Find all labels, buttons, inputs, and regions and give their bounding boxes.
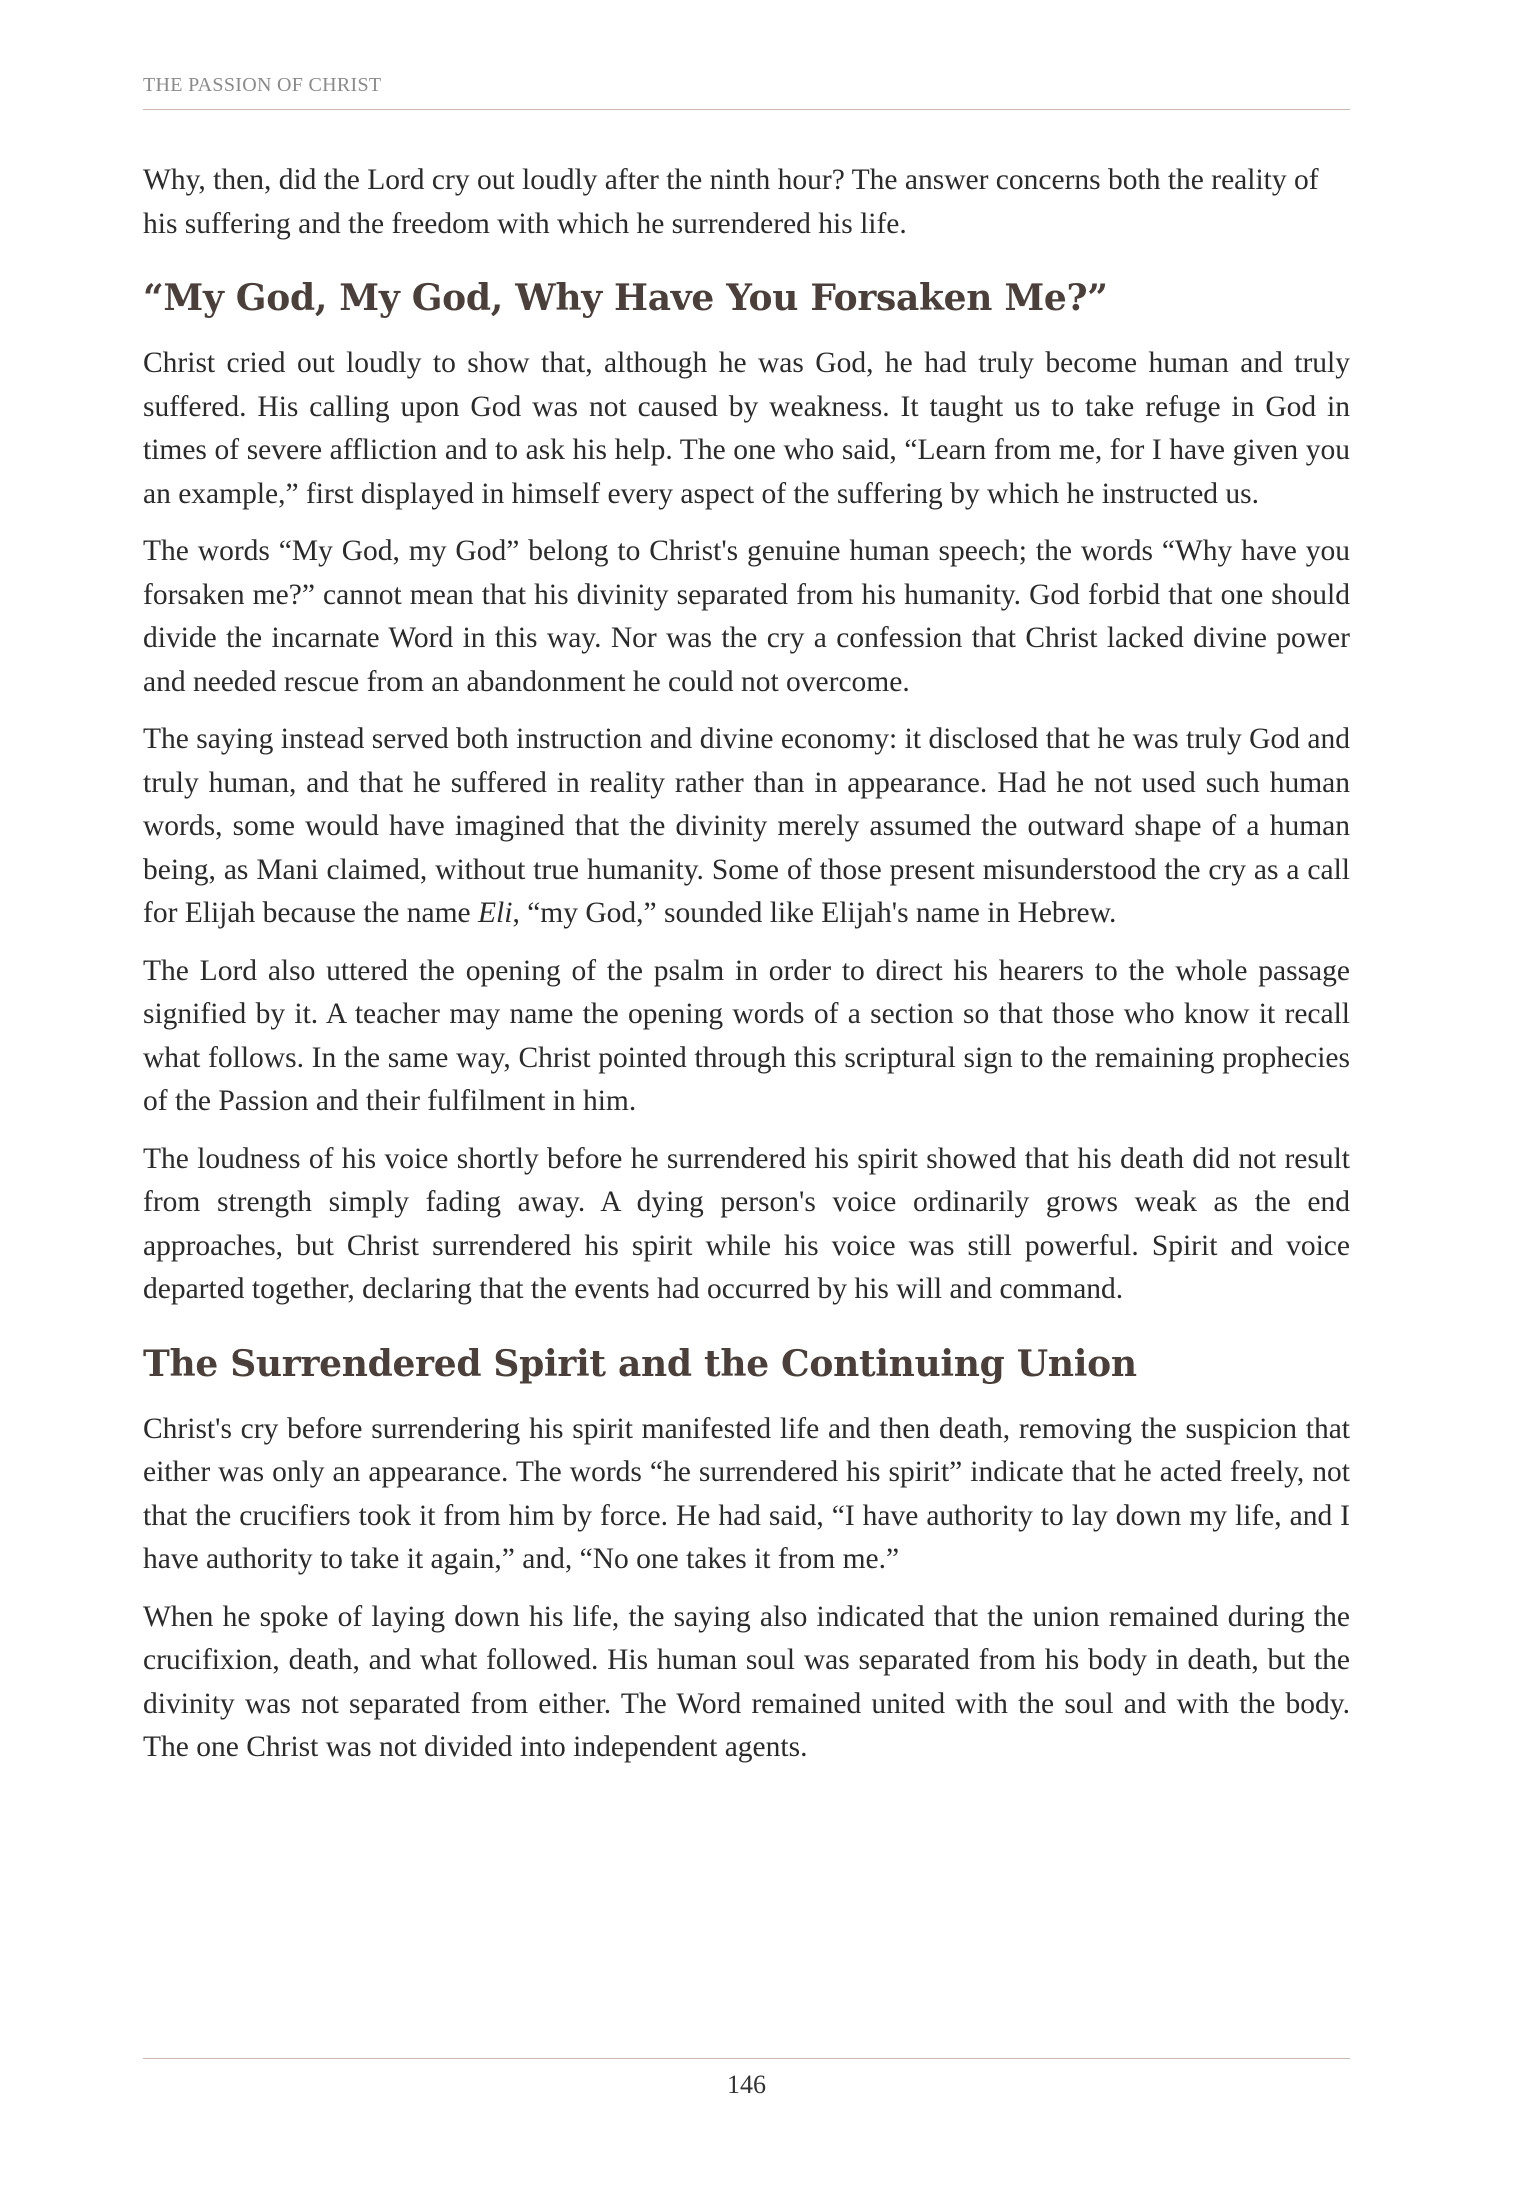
italic-term: Eli	[478, 897, 513, 929]
body-text	[143, 159, 1350, 1784]
paragraph-text: , “my God,” sounded like Elijah's name in Hebrew.	[512, 897, 1117, 929]
footer-rule	[143, 2058, 1350, 2059]
section-heading-forsaken: “My God, My God, Why Have You Forsaken Me?”	[143, 277, 1108, 319]
paragraph	[143, 718, 1350, 936]
book-page	[143, 0, 1350, 2200]
running-head: THE PASSION OF CHRIST	[143, 74, 382, 96]
section-heading-surrendered-spirit: The Surrendered Spirit and the Continuing Union	[143, 1342, 1137, 1385]
intro-paragraph: Why, then, did the Lord cry out loudly after the ninth hour? The answer concerns both the reality of his suffering and the freedom with which he surrendered his life.	[143, 164, 1319, 240]
paragraph: The loudness of his voice shortly before he surrendered his spirit showed that his death did not result from strength simply fading away. A dying person's voice ordinarily grows weak as the end approaches, but Christ surrendered his spirit while his voice was still powerful. Spirit and voice departed together, declaring that the events had occurred by his will and command.	[143, 1142, 1350, 1305]
paragraph: The Lord also uttered the opening of the psalm in order to direct his hearers to the whole passage signified by it. A teacher may name the opening words of a section so that those who know it recall what follows. In the same way, Christ pointed through this scriptural sign to the remaining prophecies of the Passion and their fulfilment in him.	[143, 954, 1350, 1117]
paragraph: Christ's cry before surrendering his spirit manifested life and then death, removing the suspicion that either was only an appearance. The words “he surrendered his spirit” indicate that he acted freely, not that the crucifiers took it from him by force. He had said, “I have authority to lay down my life, and I have authority to take it again,” and, “No one takes it from me.”	[143, 1412, 1350, 1575]
page-number: 146	[727, 2070, 766, 2099]
header-rule	[143, 109, 1350, 110]
paragraph: Christ cried out loudly to show that, although he was God, he had truly become human and truly suffered. His calling upon God was not caused by weakness. It taught us to take refuge in God in times of severe affliction and to ask his help. The one who said, “Learn from me, for I have given you an example,” first displayed in himself every aspect of the suffering by which he instructed us.	[143, 347, 1350, 510]
paragraph: The words “My God, my God” belong to Christ's genuine human speech; the words “Why have you forsaken me?” cannot mean that his divinity separated from his humanity. God forbid that one should divide the incarnate Word in this way. Nor was the cry a confession that Christ lacked divine power and needed rescue from an abandonment he could not overcome.	[143, 535, 1350, 698]
paragraph: When he spoke of laying down his life, the saying also indicated that the union remained during the crucifixion, death, and what followed. His human soul was separated from his body in death, but the divinity was not separated from either. The Word remained united with the soul and with the body. The one Christ was not divided into independent agents.	[143, 1600, 1350, 1763]
paragraph-text: The saying instead served both instruction and divine economy: it disclosed that he was truly God and truly human, and that he suffered in reality rather than in appearance. Had he not used such human words, some would have imagined that the divinity merely assumed the outward shape of a human being, as Mani claimed, without true humanity. Some of those present misunderstood the cry as a call for Elijah because the name	[143, 723, 1350, 929]
